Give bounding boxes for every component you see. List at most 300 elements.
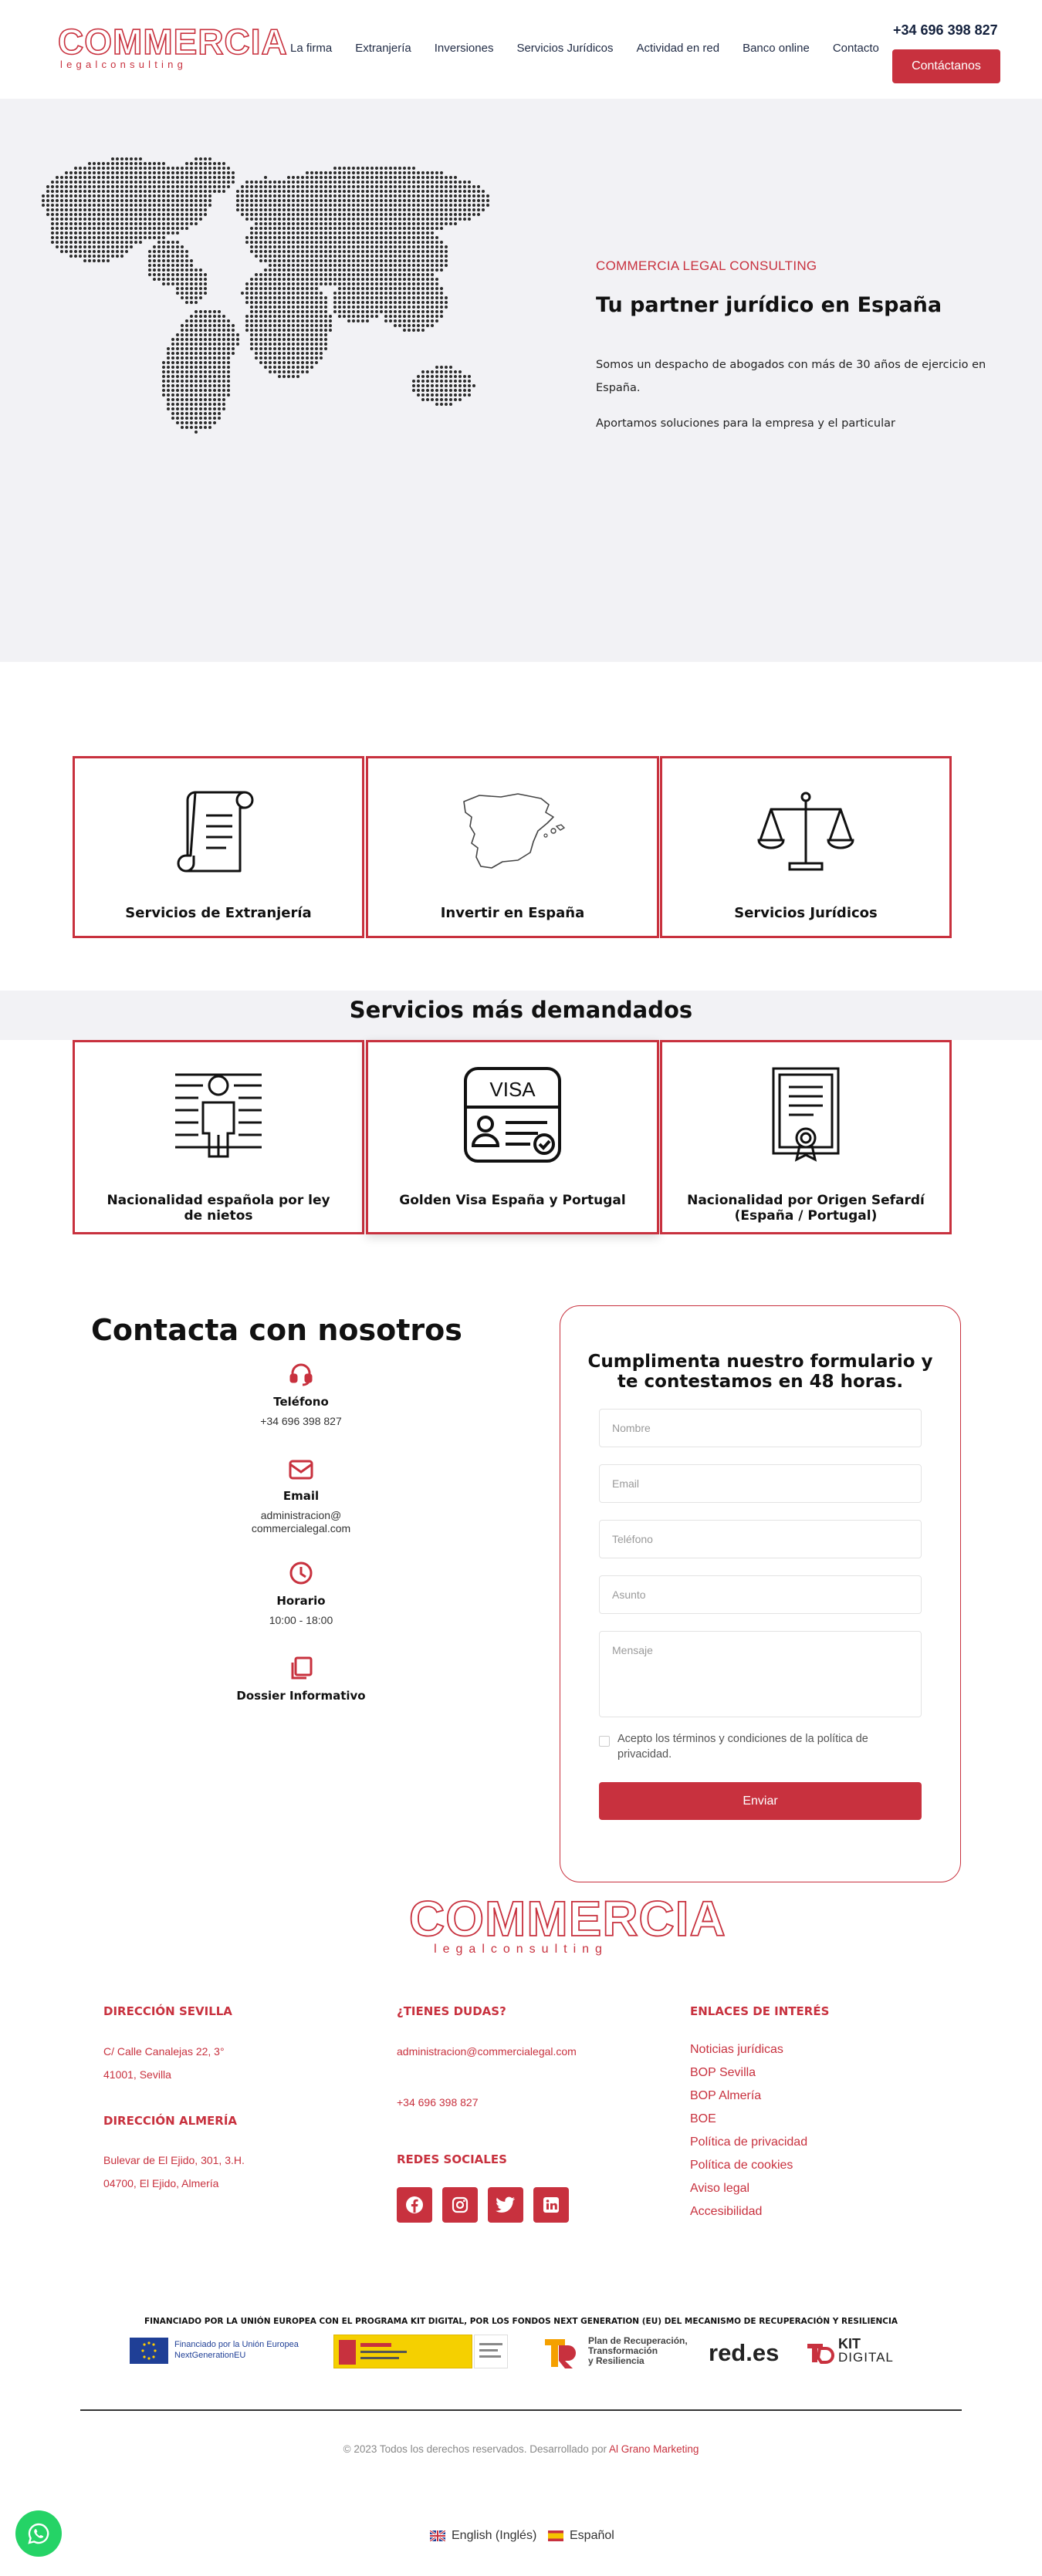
map-dot: [269, 222, 272, 225]
map-dot: [296, 347, 299, 350]
map-dot: [181, 259, 184, 262]
map-dot: [306, 227, 309, 230]
lang-spanish[interactable]: [548, 2529, 614, 2543]
map-dot: [296, 264, 299, 267]
map-dot: [306, 338, 309, 341]
map-dot: [245, 329, 249, 332]
map-dot: [255, 338, 258, 341]
map-dot: [56, 222, 59, 225]
map-dot: [167, 218, 170, 221]
map-dot: [199, 208, 202, 211]
link-cookies[interactable]: Política de cookies: [690, 2159, 793, 2172]
map-dot: [273, 255, 276, 258]
link-accesibilidad[interactable]: Accesibilidad: [690, 2205, 763, 2218]
map-dot: [347, 287, 350, 290]
map-dot: [264, 292, 267, 295]
map-dot: [380, 218, 383, 221]
map-dot: [282, 296, 286, 299]
map-dot: [454, 380, 457, 383]
map-dot: [421, 398, 425, 401]
link-noticias[interactable]: Noticias jurídicas: [690, 2043, 783, 2056]
map-dot: [255, 282, 258, 285]
map-dot: [315, 208, 318, 211]
subject-input[interactable]: [599, 1575, 922, 1614]
contact-dossier[interactable]: [185, 1655, 417, 1703]
map-dot: [250, 185, 253, 188]
map-dot: [83, 167, 86, 170]
map-dot: [472, 185, 475, 188]
nav-contacto[interactable]: Contacto: [832, 42, 879, 55]
map-dot: [380, 231, 383, 235]
map-dot: [250, 333, 253, 336]
doubts-email[interactable]: administracion@commercialegal.com: [397, 2045, 577, 2058]
map-dot: [375, 190, 378, 193]
map-dot: [366, 167, 369, 170]
map-dot: [366, 218, 369, 221]
map-dot: [412, 380, 415, 383]
map-dot: [259, 338, 262, 341]
map-dot: [296, 245, 299, 248]
almeria-address-2: 04700, El Ejido, Almería: [103, 2177, 219, 2189]
certificate-icon: [767, 1064, 844, 1164]
map-dot: [301, 366, 304, 369]
map-dot: [352, 199, 355, 202]
map-dot: [176, 398, 179, 401]
map-dot: [417, 301, 420, 304]
map-dot: [324, 255, 327, 258]
nav-extranjeria[interactable]: Extranjería: [355, 42, 411, 55]
map-dot: [458, 218, 462, 221]
nav-actividad-en-red[interactable]: Actividad en red: [636, 42, 720, 55]
map-dot: [394, 176, 397, 179]
map-dot: [426, 250, 429, 253]
hero-title: Tu partner jurídico en España: [596, 293, 942, 317]
service-card-invertir[interactable]: [366, 756, 659, 938]
email-input[interactable]: [599, 1464, 922, 1503]
map-dot: [204, 310, 207, 313]
map-dot: [398, 306, 401, 309]
map-dot: [384, 306, 387, 309]
map-dot: [431, 245, 434, 248]
doubts-heading: ¿TIENES DUDAS?: [397, 2004, 506, 2018]
map-dot: [46, 190, 49, 193]
terms-row[interactable]: [599, 1731, 923, 1762]
map-dot: [347, 306, 350, 309]
linkedin-button[interactable]: [533, 2187, 569, 2223]
map-dot: [357, 296, 360, 299]
map-dot: [74, 245, 77, 248]
map-dot: [208, 176, 211, 179]
map-dot: [176, 213, 179, 216]
header-phone[interactable]: +34 696 398 827: [893, 22, 998, 38]
map-dot: [162, 264, 165, 267]
map-dot: [88, 176, 91, 179]
map-dot: [361, 292, 364, 295]
map-dot: [157, 204, 161, 207]
map-dot: [398, 199, 401, 202]
link-boe[interactable]: BOE: [690, 2112, 716, 2125]
map-dot: [445, 306, 448, 309]
map-dot: [412, 218, 415, 221]
map-dot: [162, 194, 165, 198]
link-bop-sevilla[interactable]: BOP Sevilla: [690, 2066, 756, 2079]
map-dot: [120, 190, 123, 193]
map-dot: [56, 176, 59, 179]
link-privacidad[interactable]: Política de privacidad: [690, 2135, 808, 2149]
map-dot: [408, 319, 411, 322]
map-dot: [287, 370, 290, 373]
map-dot: [394, 185, 397, 188]
map-dot: [458, 194, 462, 198]
map-dot: [435, 296, 438, 299]
map-dot: [329, 278, 332, 281]
service-card-extranjeria[interactable]: [73, 756, 364, 938]
map-dot: [296, 356, 299, 360]
phone-input[interactable]: [599, 1520, 922, 1558]
map-dot: [338, 255, 341, 258]
logo[interactable]: [58, 22, 288, 73]
contact-email[interactable]: [185, 1458, 417, 1535]
map-dot: [370, 241, 374, 244]
map-dot: [171, 250, 174, 253]
map-dot: [389, 236, 392, 239]
map-dot: [190, 213, 193, 216]
map-dot: [282, 315, 286, 318]
map-dot: [259, 306, 262, 309]
map-dot: [218, 162, 221, 165]
nav-banco-online[interactable]: Banco online: [743, 42, 810, 55]
map-dot: [408, 292, 411, 295]
map-dot: [361, 268, 364, 272]
map-dot: [333, 227, 337, 230]
map-dot: [306, 306, 309, 309]
map-dot: [296, 292, 299, 295]
map-dot: [426, 190, 429, 193]
terms-checkbox[interactable]: [599, 1736, 610, 1747]
map-dot: [333, 218, 337, 221]
map-dot: [176, 366, 179, 369]
map-dot: [287, 301, 290, 304]
map-dot: [338, 287, 341, 290]
map-dot: [250, 231, 253, 235]
map-dot: [421, 301, 425, 304]
map-dot: [199, 167, 202, 170]
map-dot: [213, 407, 216, 410]
contact-button[interactable]: Contáctanos: [892, 49, 1000, 83]
map-dot: [259, 245, 262, 248]
map-dot: [171, 343, 174, 346]
map-dot: [167, 282, 170, 285]
map-dot: [366, 310, 369, 313]
map-dot: [403, 301, 406, 304]
map-dot: [389, 222, 392, 225]
map-dot: [195, 361, 198, 364]
map-dot: [320, 231, 323, 235]
map-dot: [282, 259, 286, 262]
map-dot: [176, 231, 179, 235]
contact-email-value: [185, 1509, 417, 1535]
map-dot: [417, 315, 420, 318]
map-dot: [278, 296, 281, 299]
map-dot: [380, 306, 383, 309]
popular-card-golden-visa[interactable]: [366, 1040, 659, 1234]
map-dot: [384, 259, 387, 262]
map-dot: [134, 236, 137, 239]
map-dot: [403, 185, 406, 188]
map-dot: [301, 319, 304, 322]
map-dot: [250, 306, 253, 309]
map-dot: [245, 287, 249, 290]
map-dot: [139, 208, 142, 211]
map-dot: [357, 222, 360, 225]
map-dot: [301, 204, 304, 207]
map-dot: [102, 204, 105, 207]
map-dot: [458, 185, 462, 188]
map-dot: [204, 421, 207, 424]
map-dot: [412, 296, 415, 299]
map-dot: [417, 255, 420, 258]
map-dot: [204, 403, 207, 406]
map-dot: [435, 282, 438, 285]
nav-servicios-juridicos[interactable]: Servicios Jurídicos: [516, 42, 614, 55]
map-dot: [269, 347, 272, 350]
map-dot: [213, 176, 216, 179]
map-dot: [315, 213, 318, 216]
map-dot: [278, 333, 281, 336]
map-dot: [417, 282, 420, 285]
map-dot: [171, 218, 174, 221]
map-dot: [440, 176, 443, 179]
map-dot: [176, 347, 179, 350]
whatsapp-button[interactable]: [15, 2510, 62, 2557]
map-dot: [370, 227, 374, 230]
map-dot: [102, 255, 105, 258]
map-dot: [301, 241, 304, 244]
map-dot: [107, 185, 110, 188]
map-dot: [398, 241, 401, 244]
name-input[interactable]: [599, 1409, 922, 1447]
map-dot: [190, 398, 193, 401]
map-dot: [74, 190, 77, 193]
map-dot: [333, 282, 337, 285]
map-dot: [370, 245, 374, 248]
map-dot: [384, 218, 387, 221]
map-dot: [264, 301, 267, 304]
link-aviso-legal[interactable]: Aviso legal: [690, 2182, 750, 2195]
map-dot: [134, 176, 137, 179]
map-dot: [306, 199, 309, 202]
map-dot: [282, 181, 286, 184]
map-dot: [306, 264, 309, 267]
map-dot: [93, 231, 96, 235]
map-dot: [306, 370, 309, 373]
map-dot: [204, 273, 207, 276]
map-dot: [403, 264, 406, 267]
map-dot: [208, 375, 211, 378]
map-dot: [199, 398, 202, 401]
map-dot: [111, 167, 114, 170]
map-dot: [232, 338, 235, 341]
map-dot: [273, 268, 276, 272]
map-dot: [301, 208, 304, 211]
map-dot: [435, 393, 438, 397]
map-dot: [398, 273, 401, 276]
map-dot: [431, 259, 434, 262]
map-dot: [343, 218, 346, 221]
footer-logo[interactable]: [409, 1891, 726, 1960]
map-dot: [195, 278, 198, 281]
popular-card-sefardi[interactable]: [660, 1040, 952, 1234]
map-dot: [408, 194, 411, 198]
map-dot: [259, 231, 262, 235]
map-dot: [130, 157, 133, 160]
map-dot: [440, 287, 443, 290]
nav-la-firma[interactable]: La firma: [290, 42, 333, 55]
map-dot: [273, 273, 276, 276]
map-dot: [398, 245, 401, 248]
map-dot: [153, 245, 156, 248]
nav-inversiones[interactable]: Inversiones: [434, 42, 494, 55]
map-dot: [458, 208, 462, 211]
lang-english[interactable]: [430, 2529, 536, 2543]
map-dot: [440, 268, 443, 272]
map-dot: [426, 208, 429, 211]
map-dot: [380, 250, 383, 253]
map-dot: [384, 264, 387, 267]
map-dot: [259, 181, 262, 184]
map-dot: [204, 278, 207, 281]
map-dot: [421, 393, 425, 397]
map-dot: [347, 241, 350, 244]
map-dot: [51, 208, 54, 211]
map-dot: [380, 301, 383, 304]
map-dot: [310, 250, 313, 253]
submit-button[interactable]: Enviar: [599, 1782, 922, 1820]
map-dot: [343, 292, 346, 295]
map-dot: [83, 171, 86, 174]
map-dot: [292, 352, 295, 355]
message-textarea[interactable]: [599, 1631, 922, 1717]
map-dot: [273, 278, 276, 281]
map-dot: [185, 343, 188, 346]
popular-card-nietos[interactable]: [73, 1040, 364, 1234]
map-dot: [389, 190, 392, 193]
map-dot: [361, 273, 364, 276]
instagram-button[interactable]: [442, 2187, 478, 2223]
map-dot: [366, 250, 369, 253]
map-dot: [417, 250, 420, 253]
map-dot: [292, 181, 295, 184]
contact-phone[interactable]: [185, 1361, 417, 1428]
map-dot: [417, 199, 420, 202]
map-dot: [282, 343, 286, 346]
map-dot: [102, 222, 105, 225]
map-dot: [213, 338, 216, 341]
map-dot: [324, 347, 327, 350]
map-dot: [431, 204, 434, 207]
map-dot: [97, 185, 100, 188]
twitter-button[interactable]: [488, 2187, 523, 2223]
logo-tagline: legalconsulting: [60, 59, 188, 70]
map-dot: [366, 208, 369, 211]
map-dot: [213, 171, 216, 174]
map-dot: [389, 199, 392, 202]
scales-icon: [756, 786, 856, 879]
map-dot: [380, 176, 383, 179]
map-dot: [426, 268, 429, 272]
map-dot: [357, 227, 360, 230]
map-dot: [329, 185, 332, 188]
map-dot: [445, 370, 448, 373]
map-dot: [264, 273, 267, 276]
map-dot: [157, 273, 161, 276]
map-dot: [421, 250, 425, 253]
doubts-phone[interactable]: +34 696 398 827: [397, 2096, 479, 2108]
map-dot: [120, 222, 123, 225]
map-dot: [130, 181, 133, 184]
map-dot: [343, 181, 346, 184]
map-dot: [102, 185, 105, 188]
map-dot: [157, 264, 161, 267]
map-dot: [245, 296, 249, 299]
map-dot: [296, 310, 299, 313]
map-dot: [403, 245, 406, 248]
map-dot: [472, 190, 475, 193]
map-dot: [421, 389, 425, 392]
map-dot: [97, 171, 100, 174]
map-dot: [394, 324, 397, 327]
facebook-button[interactable]: [397, 2187, 432, 2223]
map-dot: [287, 222, 290, 225]
map-dot: [421, 194, 425, 198]
map-dot: [380, 287, 383, 290]
map-dot: [171, 361, 174, 364]
map-dot: [329, 319, 332, 322]
map-dot: [255, 190, 258, 193]
map-dot: [190, 185, 193, 188]
link-bop-almeria[interactable]: BOP Almería: [690, 2089, 762, 2102]
map-dot: [426, 398, 429, 401]
map-dot: [408, 264, 411, 267]
developer-link[interactable]: Al Grano Marketing: [609, 2443, 699, 2455]
map-dot: [181, 393, 184, 397]
map-dot: [213, 393, 216, 397]
map-dot: [148, 264, 151, 267]
map-dot: [120, 213, 123, 216]
map-dot: [190, 315, 193, 318]
map-dot: [199, 162, 202, 165]
map-dot: [287, 181, 290, 184]
map-dot: [412, 268, 415, 272]
map-dot: [176, 218, 179, 221]
map-dot: [195, 389, 198, 392]
map-dot: [269, 236, 272, 239]
service-card-juridicos[interactable]: [660, 756, 952, 938]
map-dot: [320, 278, 323, 281]
map-dot: [56, 218, 59, 221]
map-dot: [310, 199, 313, 202]
map-dot: [102, 213, 105, 216]
map-dot: [273, 333, 276, 336]
map-dot: [352, 208, 355, 211]
map-dot: [417, 296, 420, 299]
map-dot: [176, 389, 179, 392]
map-dot: [199, 370, 202, 373]
map-dot: [398, 167, 401, 170]
map-dot: [204, 319, 207, 322]
map-dot: [79, 199, 82, 202]
map-dot: [431, 273, 434, 276]
